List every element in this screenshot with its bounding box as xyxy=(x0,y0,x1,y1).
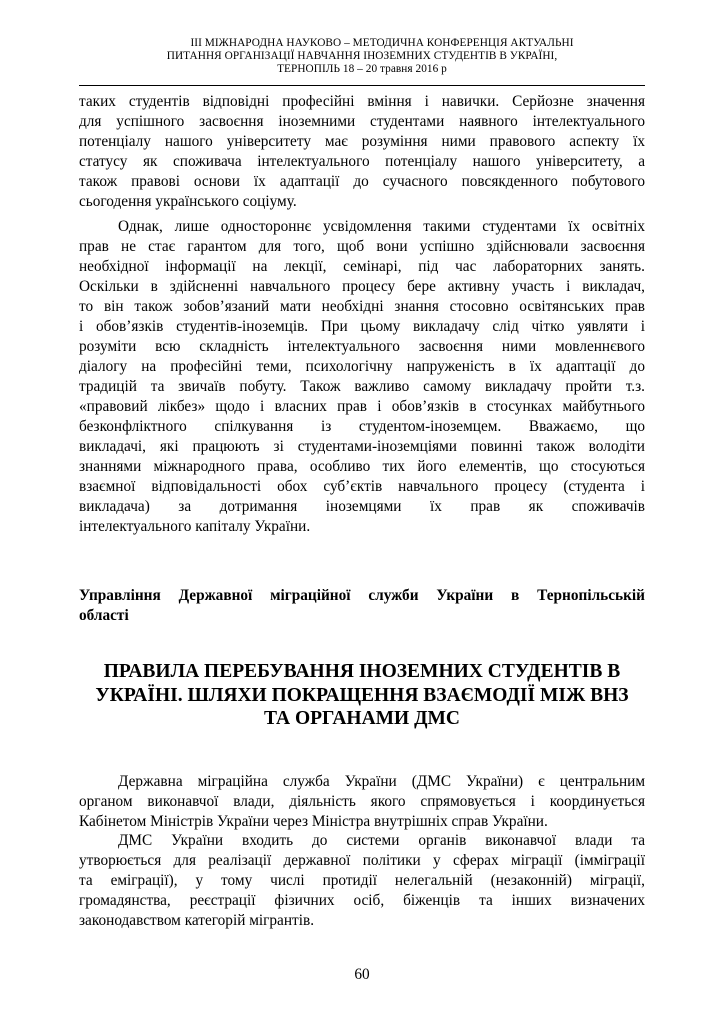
text-line: безконфліктного спілкування із студентом-іноземцем. Вважаємо, що xyxy=(79,418,645,435)
text-line: також правові основи їх адаптації до сучасного повсякденного побутового xyxy=(79,173,645,190)
paragraph-2 xyxy=(79,217,645,537)
text-line: прав не стає гарантом для того, щоб вони успішно здійснювали засвоєння xyxy=(79,238,645,255)
paragraph-1 xyxy=(79,92,645,212)
text-line: таких студентів відповідні професійні вміння і навички. Серйозне значення xyxy=(79,93,645,110)
text-line: інтелектуального капіталу України. xyxy=(79,518,311,535)
text-line: і обов’язків студентів-іноземців. При цьому викладачу слід чітко уявляти і xyxy=(79,318,645,335)
title-line: ПРАВИЛА ПЕРЕБУВАННЯ ІНОЗЕМНИХ СТУДЕНТІВ В xyxy=(103,661,621,682)
text-line: законодавством категорій мігрантів. xyxy=(79,912,315,929)
title-line: УКРАЇНІ. ШЛЯХИ ПОКРАЩЕННЯ ВЗАЄМОДІЇ МІЖ ВНЗ xyxy=(95,684,629,706)
text-line: ДМС України входить до системи органів виконавчої влади та xyxy=(118,832,645,849)
text-line: викладача) за дотримання іноземцями їх прав як споживачів xyxy=(79,498,645,515)
text-line: Однак, лише одностороннє усвідомлення такими студентами їх освітніх xyxy=(118,218,645,235)
affiliation-line: області xyxy=(79,607,129,624)
text-line: статусу як споживача інтелектуального потенціалу нашого університету, а xyxy=(79,153,645,170)
page-number: 60 xyxy=(354,966,370,983)
text-line: то він також зобов’язаний мати необхідні знання стосовно освітянських прав xyxy=(79,298,645,315)
text-line: діалогу на професійні теми, психологічну напруженість в їх адаптації до xyxy=(79,358,645,375)
text-line: знаннями міжнародного права, особливо тих його елементів, що стосуються xyxy=(79,458,645,475)
text-line: для успішного засвоєння іноземними студентами наявного інтелектуального xyxy=(79,113,645,130)
text-line: та еміграції), у тому числі протидії нелегальній (незаконній) міграції, xyxy=(79,872,645,889)
text-line: традицій та звичаїв побуту. Також важливо самому викладачу пройти т.з. xyxy=(79,378,645,395)
text-line: органом виконавчої влади, діяльність якого спрямовується і координується xyxy=(79,793,645,810)
paragraph-4 xyxy=(79,831,645,931)
text-line: розуміти всю складність інтелектуального засвоєння ними мовленнєвого xyxy=(79,338,645,355)
running-header-line-3: ТЕРНОПІЛЬ 18 – 20 травня 2016 р xyxy=(277,63,447,75)
running-header-line-1: ІІІ МІЖНАРОДНА НАУКОВО – МЕТОДИЧНА КОНФЕРЕНЦІЯ АКТУАЛЬНІ xyxy=(190,37,574,49)
text-line: потенціалу нашого університету має розуміння ними правового аспекту їх xyxy=(79,133,645,150)
affiliation-line: Управління Державної міграційної служби України в Тернопільській xyxy=(79,587,645,604)
text-line: викладачі, які працюють зі студентами-іноземціями повинні також володіти xyxy=(79,438,645,455)
header-rule xyxy=(79,85,645,86)
text-line: утворюється для реалізації державної політики у сферах міграції (імміграції xyxy=(79,852,645,869)
article-title xyxy=(79,660,645,731)
text-line: взаємної відповідальності обох суб’єктів навчального процесу (студента і xyxy=(79,478,645,495)
paragraph-3 xyxy=(79,772,645,832)
text-line: «правовий лікбез» щодо і власних прав і обов’язків в стосунках майбутнього xyxy=(79,398,645,415)
author-affiliation xyxy=(79,586,645,626)
text-line: сьогодення українського соціуму. xyxy=(79,193,297,210)
text-line: необхідної інформації на лекції, семінарі, під час лабораторних занять. xyxy=(79,258,645,275)
text-line: громадянства, реєстрації фізичних осіб, біженців та інших визначених xyxy=(79,892,645,909)
text-line: Оскільки в здійсненні навчального процесу бере активну участь і викладач, xyxy=(79,278,645,295)
running-header-line-2: ПИТАННЯ ОРГАНІЗАЦІЇ НАВЧАННЯ ІНОЗЕМНИХ СТУДЕНТІВ В УКРАЇНІ, xyxy=(166,50,558,62)
text-line: Кабінетом Міністрів України через Міністра внутрішніх справ України. xyxy=(79,813,548,830)
text-line: Державна міграційна служба України (ДМС України) є центральним xyxy=(118,773,645,790)
title-line: ТА ОРГАНАМИ ДМС xyxy=(263,708,461,729)
